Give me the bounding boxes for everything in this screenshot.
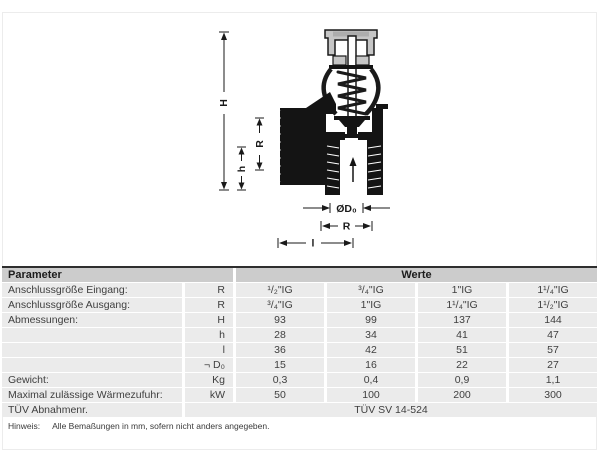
row-value: 0,9 bbox=[418, 373, 506, 387]
row-unit: H bbox=[185, 313, 233, 327]
specification-table bbox=[2, 266, 597, 417]
row-value: 16 bbox=[327, 358, 415, 372]
row-value: 93 bbox=[236, 313, 324, 327]
valve-disc bbox=[339, 120, 365, 127]
row-label: Anschlussgröße Eingang: bbox=[2, 283, 182, 297]
row-label: Anschlussgröße Ausgang: bbox=[2, 298, 182, 312]
dimension-R-side bbox=[254, 118, 266, 170]
dimension-H bbox=[218, 32, 230, 190]
dim-label-l: l bbox=[311, 237, 315, 250]
row-value: ³/₄"IG bbox=[327, 283, 415, 297]
row-value: ³/₄"IG bbox=[236, 298, 324, 312]
valve-technical-drawing bbox=[200, 18, 400, 258]
safety-valve-drawing bbox=[276, 30, 388, 195]
table-header-werte: Werte bbox=[236, 268, 597, 282]
spring-plate bbox=[334, 116, 370, 120]
row-value: ¹/₂"IG bbox=[236, 283, 324, 297]
dim-label-h: h bbox=[236, 165, 248, 173]
row-value: 0,4 bbox=[327, 373, 415, 387]
row-value: 41 bbox=[418, 328, 506, 342]
row-label: Abmessungen: bbox=[2, 313, 182, 327]
row-value: 300 bbox=[509, 388, 597, 402]
row-value: 99 bbox=[327, 313, 415, 327]
dimension-l bbox=[278, 238, 353, 250]
row-unit: kW bbox=[185, 388, 233, 402]
flow-arrow-head bbox=[350, 157, 357, 166]
row-value: 1"IG bbox=[418, 283, 506, 297]
valve-cross-section-svg bbox=[200, 18, 400, 258]
row-value: 51 bbox=[418, 343, 506, 357]
row-value: 28 bbox=[236, 328, 324, 342]
dimension-R-bottom bbox=[321, 221, 372, 233]
row-unit: ¬ D₀ bbox=[185, 358, 233, 372]
dim-label-R-bottom: R bbox=[342, 220, 351, 233]
row-value: 15 bbox=[236, 358, 324, 372]
row-value: 137 bbox=[418, 313, 506, 327]
dim-label-H: H bbox=[218, 99, 230, 107]
row-value: 100 bbox=[327, 388, 415, 402]
row-value: 1,1 bbox=[509, 373, 597, 387]
dimension-h bbox=[236, 147, 248, 190]
tuev-row-label: TÜV Abnahmenr. bbox=[2, 403, 182, 417]
row-unit: h bbox=[185, 328, 233, 342]
row-value: 1¹/₄"IG bbox=[509, 283, 597, 297]
row-label: Gewicht: bbox=[2, 373, 182, 387]
row-value: 1¹/₂"IG bbox=[509, 298, 597, 312]
dim-label-d0: ØD₀ bbox=[336, 203, 357, 215]
valve-nut-right bbox=[356, 56, 369, 65]
valve-flange bbox=[329, 65, 373, 69]
row-label bbox=[2, 358, 182, 372]
row-value: 47 bbox=[509, 328, 597, 342]
table-header-parameter: Parameter bbox=[2, 268, 233, 282]
dimension-d0 bbox=[303, 203, 390, 215]
row-value: 42 bbox=[327, 343, 415, 357]
row-unit: R bbox=[185, 283, 233, 297]
dim-label-R-side: R bbox=[254, 140, 266, 148]
row-unit: l bbox=[185, 343, 233, 357]
inlet-thread-serration bbox=[276, 110, 280, 182]
valve-seat-stub bbox=[347, 127, 357, 134]
row-value: 34 bbox=[327, 328, 415, 342]
row-value: 36 bbox=[236, 343, 324, 357]
valve-nut-left bbox=[333, 56, 346, 65]
footnote-prefix: Hinweis: bbox=[8, 421, 41, 431]
row-label: Maximal zulässige Wärmezufuhr: bbox=[2, 388, 182, 402]
row-value: 0,3 bbox=[236, 373, 324, 387]
row-value: 200 bbox=[418, 388, 506, 402]
row-value: 1"IG bbox=[327, 298, 415, 312]
row-unit: Kg bbox=[185, 373, 233, 387]
row-label bbox=[2, 343, 182, 357]
row-value: 1¹/₄"IG bbox=[418, 298, 506, 312]
footnote-text: Alle Bemaßungen in mm, sofern nicht anders angegeben. bbox=[52, 421, 270, 431]
row-value: 144 bbox=[509, 313, 597, 327]
row-value: 50 bbox=[236, 388, 324, 402]
row-value: 57 bbox=[509, 343, 597, 357]
row-label bbox=[2, 328, 182, 342]
row-unit: R bbox=[185, 298, 233, 312]
footnote bbox=[8, 421, 269, 431]
row-value: 27 bbox=[509, 358, 597, 372]
row-value: 22 bbox=[418, 358, 506, 372]
tuev-row-value: TÜV SV 14-524 bbox=[185, 403, 597, 417]
